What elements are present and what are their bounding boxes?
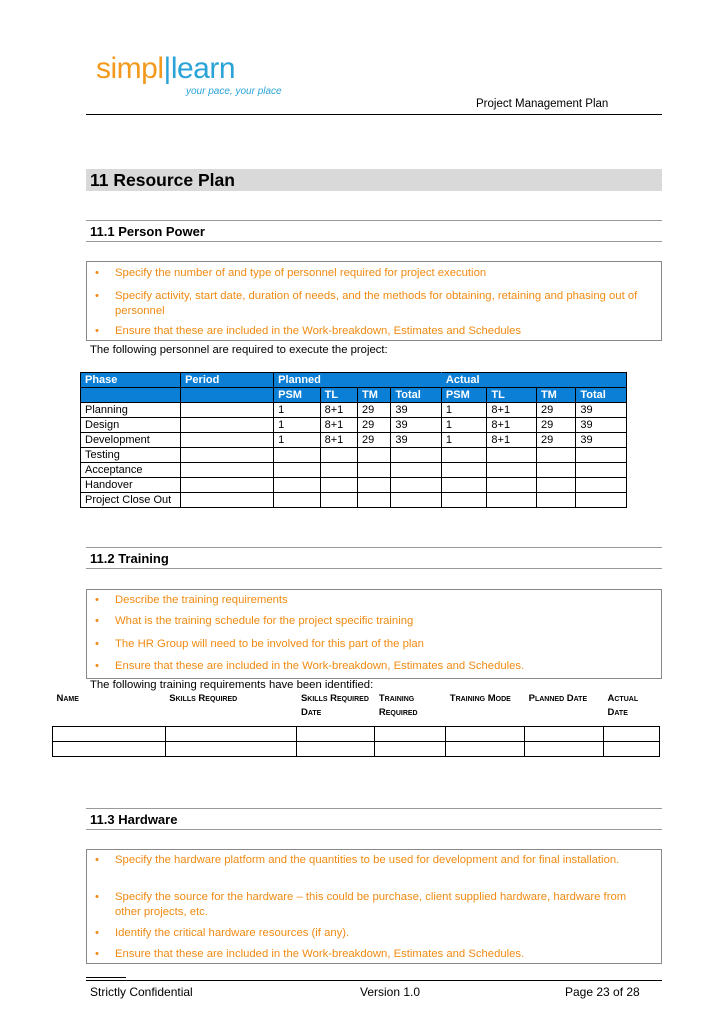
- table-header-row: [53, 692, 660, 720]
- table-cell: [391, 493, 442, 508]
- instruction-bullet: • The HR Group will need to be involved for this part of the plan: [95, 638, 424, 650]
- table-row: [81, 493, 627, 508]
- table-cell: 39: [576, 433, 627, 448]
- table-cell: 29: [358, 418, 391, 433]
- table-cell: 8+1: [320, 418, 357, 433]
- table-cell: [487, 448, 537, 463]
- bullet-icon: •: [95, 290, 99, 302]
- bullet-icon: •: [95, 660, 99, 672]
- table-cell: 1: [274, 433, 321, 448]
- table-cell: 29: [358, 403, 391, 418]
- bullet-icon: •: [95, 891, 99, 903]
- bullet-icon: •: [95, 948, 99, 960]
- table-row: [53, 742, 660, 757]
- table-cell: [358, 448, 391, 463]
- table-subheader-row: PSM TL TM Total PSM TL TM Total: [81, 388, 627, 403]
- table-row: [81, 448, 627, 463]
- subsection-heading-training: 11.2 Training: [86, 547, 662, 569]
- table-cell: 1: [441, 433, 487, 448]
- table-cell: 8+1: [320, 433, 357, 448]
- table-cell: 29: [536, 418, 575, 433]
- table-cell: 29: [358, 433, 391, 448]
- subsection-heading-hardware: 11.3 Hardware: [86, 808, 662, 830]
- subsection-heading-person-power: 11.1 Person Power: [86, 220, 662, 242]
- table-cell: Project Close Out: [81, 493, 181, 508]
- document-title: Project Management Plan: [476, 98, 609, 110]
- table-cell: [441, 448, 487, 463]
- table-cell: [391, 463, 442, 478]
- table-row: [81, 418, 627, 433]
- instruction-bullet: • Specify the hardware platform and the quantities to be used for development and for final installation.: [95, 854, 620, 866]
- header-name: Name: [56, 693, 79, 704]
- company-logo: simpl|learn: [96, 52, 236, 85]
- table-cell: 8+1: [487, 403, 537, 418]
- table-cell: [536, 463, 575, 478]
- table-cell: 1: [441, 418, 487, 433]
- instruction-bullet: • Specify activity, start date, duration of needs, and the methods for obtaining, retaining and phasing out of personnel: [95, 290, 638, 317]
- table-cell: [320, 478, 357, 493]
- bullet-icon: •: [95, 927, 99, 939]
- table-cell: [441, 463, 487, 478]
- training-intro: The following training requirements have been identified:: [90, 679, 374, 691]
- table-cell: [274, 478, 321, 493]
- table-cell: [536, 478, 575, 493]
- table-cell: [576, 463, 627, 478]
- section-heading: 11 Resource Plan: [86, 169, 662, 191]
- table-cell: [181, 478, 274, 493]
- header-skills-required: Skills Required: [169, 693, 238, 704]
- table-row: [81, 463, 627, 478]
- header-period: Period: [181, 373, 274, 388]
- table-cell: [181, 493, 274, 508]
- hardware-instructions: [86, 849, 662, 964]
- table-cell: [181, 418, 274, 433]
- table-cell: [274, 493, 321, 508]
- table-cell: [358, 478, 391, 493]
- table-cell: 39: [576, 418, 627, 433]
- table-cell: [576, 448, 627, 463]
- footer-version: Version 1.0: [360, 985, 421, 999]
- table-cell: 8+1: [320, 403, 357, 418]
- header-planned: Planned: [274, 373, 442, 388]
- table-cell: Development: [81, 433, 181, 448]
- table-cell: [358, 493, 391, 508]
- table-cell: 1: [441, 403, 487, 418]
- table-cell: Design: [81, 418, 181, 433]
- table-cell: [576, 493, 627, 508]
- bullet-icon: •: [95, 325, 99, 337]
- header-training-required: Training Required: [378, 693, 418, 718]
- table-row: [81, 478, 627, 493]
- person-power-instructions: [86, 261, 662, 341]
- table-cell: [181, 403, 274, 418]
- instruction-bullet: • What is the training schedule for the project specific training: [95, 615, 414, 627]
- header-planned-date: Planned Date: [528, 693, 588, 704]
- table-cell: [536, 493, 575, 508]
- bullet-icon: •: [95, 854, 99, 866]
- table-cell: [181, 463, 274, 478]
- header-skills-required-date: Skills Required Date: [300, 693, 369, 718]
- table-row: [81, 403, 627, 418]
- table-cell: [181, 433, 274, 448]
- table-cell: 39: [391, 418, 442, 433]
- table-cell: [274, 448, 321, 463]
- header-divider: [86, 114, 662, 115]
- table-cell: Planning: [81, 403, 181, 418]
- training-table: [52, 692, 660, 757]
- bullet-icon: •: [95, 638, 99, 650]
- table-header-row: [81, 373, 627, 388]
- table-row: [53, 727, 660, 742]
- table-cell: 8+1: [487, 418, 537, 433]
- bullet-icon: •: [95, 594, 99, 606]
- table-cell: Acceptance: [81, 463, 181, 478]
- instruction-bullet: • Ensure that these are included in the Work-breakdown, Estimates and Schedules: [95, 325, 522, 337]
- table-cell: Testing: [81, 448, 181, 463]
- table-cell: 29: [536, 433, 575, 448]
- table-cell: [441, 493, 487, 508]
- footer-divider: [86, 980, 662, 981]
- table-cell: 1: [274, 403, 321, 418]
- bullet-icon: •: [95, 267, 99, 279]
- table-cell: [536, 448, 575, 463]
- table-row: [81, 433, 627, 448]
- instruction-bullet: • Specify the number of and type of personnel required for project execution: [95, 267, 487, 279]
- table-cell: [274, 463, 321, 478]
- table-cell: [487, 478, 537, 493]
- instruction-bullet: • Ensure that these are included in the Work-breakdown, Estimates and Schedules.: [95, 948, 525, 960]
- personnel-table: [80, 372, 627, 508]
- instruction-bullet: • Identify the critical hardware resources (if any).: [95, 927, 350, 939]
- bullet-icon: •: [95, 615, 99, 627]
- table-cell: [487, 463, 537, 478]
- table-cell: 39: [391, 433, 442, 448]
- header-phase: Phase: [81, 373, 181, 388]
- table-cell: [181, 448, 274, 463]
- instruction-bullet: • Specify the source for the hardware – this could be purchase, client supplied hardware, hardware from other projects, etc.: [95, 891, 627, 918]
- header-training-mode: Training Mode: [449, 693, 511, 704]
- table-cell: [320, 463, 357, 478]
- table-cell: 29: [536, 403, 575, 418]
- header-actual: Actual: [441, 373, 626, 388]
- header-actual-date: Actual Date: [607, 693, 639, 718]
- table-cell: 1: [274, 418, 321, 433]
- instruction-bullet: • Describe the training requirements: [95, 594, 288, 606]
- instruction-bullet: • Ensure that these are included in the Work-breakdown, Estimates and Schedules.: [95, 660, 525, 672]
- table-cell: 8+1: [487, 433, 537, 448]
- table-cell: [487, 493, 537, 508]
- table-cell: [441, 478, 487, 493]
- table-cell: Handover: [81, 478, 181, 493]
- table-cell: 39: [576, 403, 627, 418]
- footer-page-number: Page 23 of 28: [565, 985, 640, 999]
- table-cell: [358, 463, 391, 478]
- training-instructions: [86, 589, 662, 679]
- table-cell: [320, 493, 357, 508]
- person-power-intro: The following personnel are required to execute the project:: [90, 344, 388, 356]
- footer-confidential: Strictly Confidential: [90, 985, 193, 999]
- logo-tagline: your pace, your place: [186, 86, 282, 97]
- table-cell: 39: [391, 403, 442, 418]
- table-cell: [320, 448, 357, 463]
- table-cell: [391, 478, 442, 493]
- table-cell: [391, 448, 442, 463]
- footer-mark: [86, 977, 126, 978]
- table-cell: [576, 478, 627, 493]
